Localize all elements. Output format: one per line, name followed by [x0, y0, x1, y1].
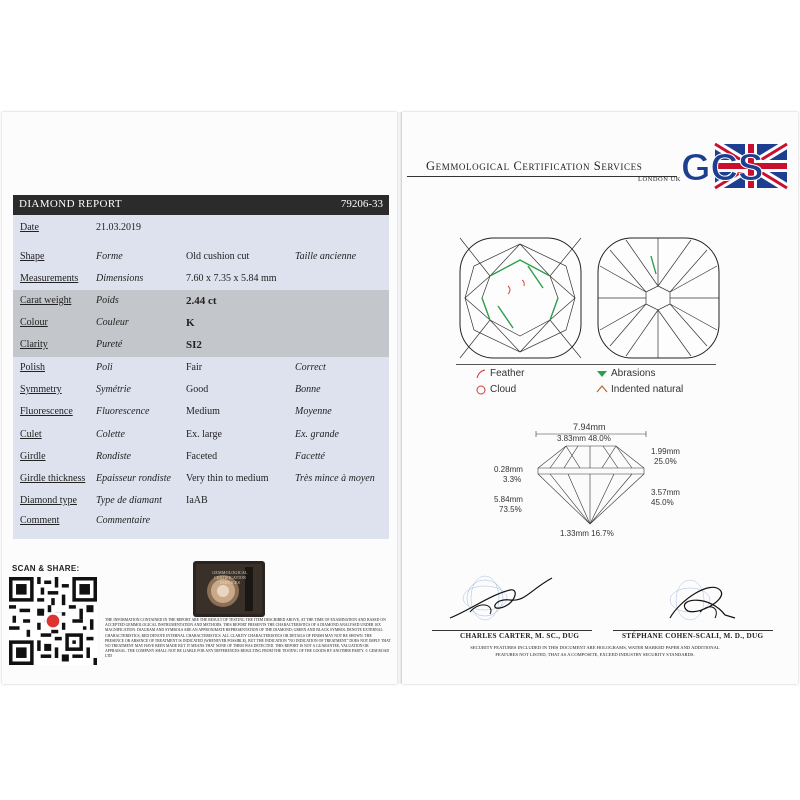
signer-right: STÉPHANE COHEN-SCALI, M. D., DUG [622, 632, 764, 640]
row-label-fr: Type de diamant [96, 495, 162, 506]
disclaimer-text: THE INFORMATION CONTAINED IN THE REPORT ARE THE RESULT OF TESTING THE ITEM DESCRIBED ABOVE, AT THE TIME OF EXAMINATION AND BASED ON ACCEPTED GEMMOLOGICAL INSTRUMENTATION AND METHODS. THIS REPORT PRESENTS THE CHARACTERISTICS OF A DIAMOND ANALYSED UNDER 10X MAGNIFICATION. DIAGRAM AND SYMBOLS ARE AN APPROXIMATE REPRESENTATION OF THE DIAMOND; GREEN AND BLACK SYMBOL DENOTE EXTERNAL CHARACTERISTICS, RED DENOTE INTERNAL CHARACTERISTICS. ALL CLARITY CHARACTERISTICS OR DETAILS OF FINISH MAY NOT BE SHOWN. THE PRESENCE OR ABSENCE OF TREATMENT IS INDICATED (WHENEVER POSSIBLE), BUT THE INDICATION "NO INDICATION OF TREATMENT" DOES NOT IMPLY THAT NO TREATMENT MAY HAVE BEEN MADE BUT IT MEANS THAT NONE OF THEM WAS DETECTED. THIS REPORT IS NOT A GUARANTEE, VALUATION OR APPRAISAL. THE COMPANY SHALL NOT BE LIABLE FOR ANY DIFFERENCES RESULTING FROM THE TESTING OF THE GOODS BY ANOTHER PARTY. © GEM ROAD LTD [105, 618, 391, 659]
row-label: Diamond type [20, 495, 77, 506]
hologram-text: GEMMOLOGICAL CERTIFICATION SERVICES [212, 570, 248, 585]
row-value: Medium [186, 406, 220, 417]
report-title: DIAMOND REPORT [19, 198, 123, 210]
measure-depth-mm: 5.84mm [494, 495, 523, 504]
logo-text: GCS [681, 147, 764, 189]
row-label-fr: Dimensions [96, 273, 144, 284]
row-label: Measurements [20, 273, 79, 284]
row-comment [13, 510, 389, 532]
proportion-diagram [528, 430, 653, 525]
row-label-fr: Symétrie [96, 384, 131, 395]
measure-crown-pct: 25.0% [654, 457, 677, 466]
row-measurements [13, 268, 389, 290]
row-value-fr: Bonne [295, 384, 321, 395]
legend-rule [456, 364, 716, 365]
measure-crown-height: 1.99mm [651, 447, 680, 456]
row-label: Colour [20, 317, 48, 328]
row-girdle-thickness [13, 468, 389, 490]
report-header [13, 195, 389, 215]
row-label: Culet [20, 429, 42, 440]
row-label-fr: Couleur [96, 317, 129, 328]
row-label-fr: Commentaire [96, 515, 151, 526]
row-girdle [13, 446, 389, 468]
signer-left: CHARLES CARTER, M. SC., DUG [460, 632, 580, 640]
row-fluorescence [13, 401, 389, 423]
row-value-fr: Très mince à moyen [295, 473, 375, 484]
row-value: Ex. large [186, 429, 222, 440]
feather-icon [475, 368, 487, 380]
row-culet [13, 424, 389, 446]
measure-girdle-mm: 0.28mm [494, 465, 523, 474]
row-label-fr: Forme [96, 251, 123, 262]
row-label-fr: Fluorescence [96, 406, 150, 417]
scan-share-label: SCAN & SHARE: [12, 564, 80, 573]
abrasions-icon [596, 369, 608, 379]
row-label: Girdle [20, 451, 46, 462]
row-value-fr: Facetté [295, 451, 325, 462]
company-name: Gemmological Certification Services [426, 159, 643, 173]
row-value: Faceted [186, 451, 218, 462]
gcs-logo [681, 142, 789, 190]
row-clarity [13, 334, 389, 356]
measure-width: 7.94mm [573, 422, 606, 432]
row-date [13, 217, 389, 239]
legend-abrasions: Abrasions [611, 368, 656, 379]
row-value-fr: Correct [295, 362, 326, 373]
report-number: 79206-33 [340, 198, 383, 210]
row-value-fr: Taille ancienne [295, 251, 357, 262]
measure-girdle-pct: 3.3% [503, 475, 522, 484]
row-polish [13, 357, 389, 379]
row-value-fr: Ex. grande [295, 429, 339, 440]
signature-rule-right [613, 630, 773, 631]
signature-left [440, 570, 560, 625]
row-label: Symmetry [20, 384, 62, 395]
row-label: Carat weight [20, 295, 72, 306]
row-value: IaAB [186, 495, 208, 506]
row-value: Good [186, 384, 209, 395]
measure-pavilion-pct: 45.0% [651, 498, 674, 507]
row-value: 21.03.2019 [96, 222, 141, 233]
row-colour [13, 312, 389, 334]
row-label: Girdle thickness [20, 473, 86, 484]
qr-code[interactable] [9, 577, 97, 665]
company-location: LONDON UK [638, 176, 681, 183]
row-value: Fair [186, 362, 203, 373]
measure-table: 3.83mm 48.0% [557, 434, 611, 443]
row-label: Fluorescence [20, 406, 73, 417]
row-value: Old cushion cut [186, 251, 250, 262]
measure-culet: 1.33mm 16.7% [560, 529, 614, 538]
row-symmetry [13, 379, 389, 401]
measure-pavilion-mm: 3.57mm [651, 488, 680, 497]
title-rule [407, 176, 677, 177]
row-shape [13, 246, 389, 268]
row-label-fr: Poli [96, 362, 113, 373]
row-label: Shape [20, 251, 45, 262]
legend-indented-natural: Indented natural [611, 384, 684, 395]
security-note: SECURITY FEATURES INCLUDED IN THIS DOCUMENT ARE HOLOGRAMS, WATER MARKED PAPER AND ADDITIONAL FEATURES NOT LISTED, THAT AS A COMPOSITE, EXCEED INDUSTRY SECURITY STANDARDS. [470, 645, 720, 657]
row-label-fr: Poids [96, 295, 119, 306]
cloud-icon [475, 384, 487, 396]
signature-right [650, 570, 750, 625]
row-value: 7.60 x 7.35 x 5.84 mm [186, 273, 277, 284]
row-value-fr: Moyenne [295, 406, 332, 417]
row-label-fr: Colette [96, 429, 125, 440]
row-value: 2.44 ct [186, 295, 217, 307]
row-label: Date [20, 222, 39, 233]
indented-natural-icon [596, 384, 608, 394]
crown-plot-diagram [458, 236, 583, 360]
row-value: K [186, 317, 195, 329]
row-label-fr: Pureté [96, 339, 123, 350]
measure-depth-pct: 73.5% [499, 505, 522, 514]
row-label: Comment [20, 515, 60, 526]
row-label-fr: Epaisseur rondiste [96, 473, 171, 484]
legend-cloud: Cloud [490, 384, 517, 395]
row-diamond-type [13, 490, 389, 512]
signature-rule-left [432, 630, 592, 631]
row-value: Very thin to medium [186, 473, 269, 484]
row-label-fr: Rondiste [96, 451, 131, 462]
legend-feather: Feather [490, 368, 525, 379]
row-label: Polish [20, 362, 46, 373]
row-label: Clarity [20, 339, 48, 350]
pavilion-plot-diagram [596, 236, 721, 360]
row-carat-weight [13, 290, 389, 312]
row-value: SI2 [186, 339, 202, 351]
